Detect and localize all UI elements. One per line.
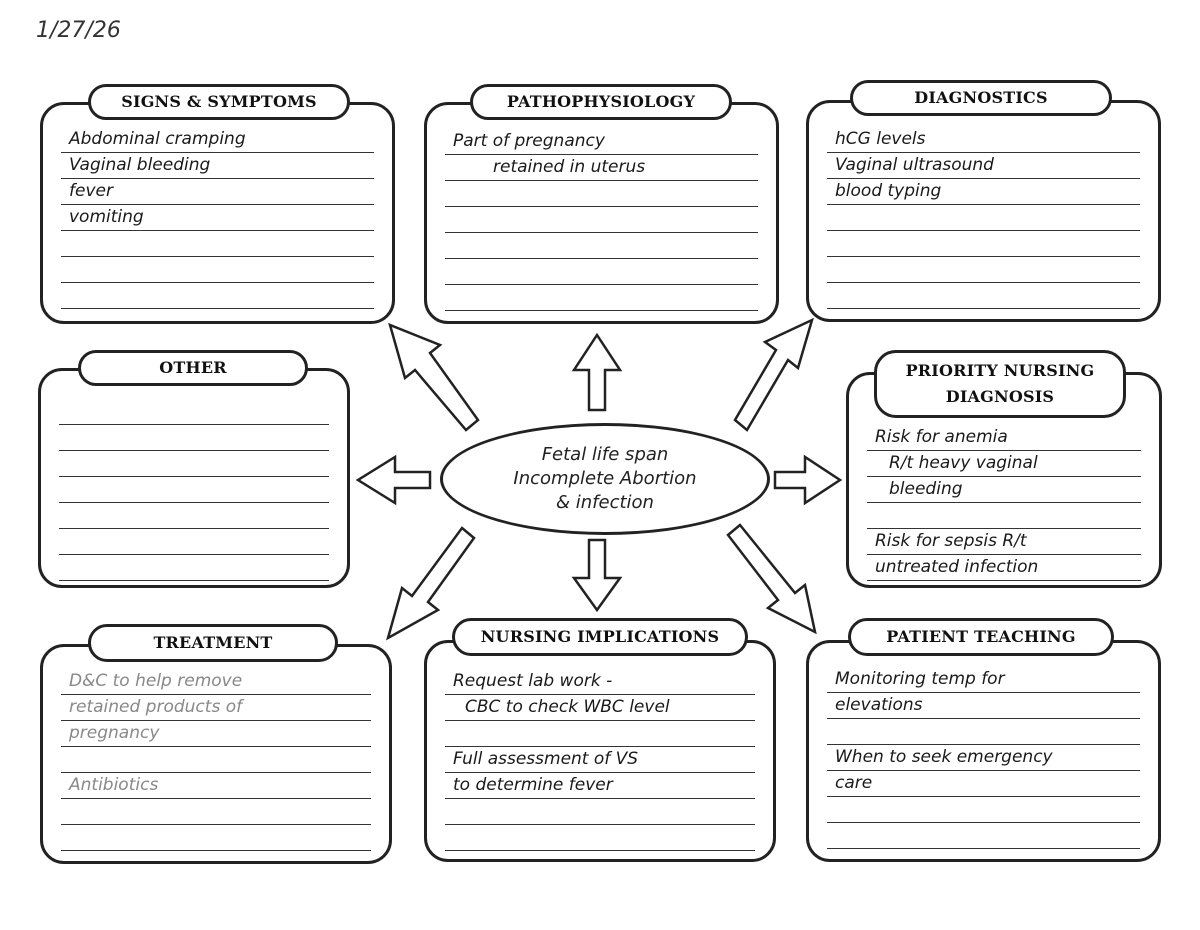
pnd-title-line-1: PRIORITY NURSING xyxy=(905,361,1095,380)
other-blank-line xyxy=(59,529,329,555)
patient-teaching-title: PATIENT TEACHING xyxy=(848,618,1114,656)
signs-entry-3: fever xyxy=(61,179,374,205)
pnd-title-line-2: DIAGNOSIS xyxy=(945,387,1055,406)
signs-blank-line xyxy=(61,257,374,283)
ni-entry-3 xyxy=(445,721,755,747)
patho-entry-1: Part of pregnancy xyxy=(445,129,758,155)
diag-blank-line xyxy=(827,205,1140,231)
pt-entry-1: Monitoring temp for xyxy=(827,667,1140,693)
pt-entry-5: care xyxy=(827,771,1140,797)
other-box xyxy=(38,368,350,588)
diag-entry-2: Vaginal ultrasound xyxy=(827,153,1140,179)
signs-entry-4: vomiting xyxy=(61,205,374,231)
diagnostics-title: DIAGNOSTICS xyxy=(850,80,1112,116)
pt-blank-line xyxy=(827,797,1140,823)
treatment-blank-line xyxy=(61,799,371,825)
pnd-entry-1: Risk for anemia xyxy=(867,425,1141,451)
treatment-entry-4 xyxy=(61,747,371,773)
ni-blank-line xyxy=(445,825,755,851)
other-blank-line xyxy=(59,555,329,581)
center-topic xyxy=(440,423,770,535)
arrow-down xyxy=(574,540,620,610)
pnd-entry-2: R/t heavy vaginal xyxy=(867,451,1141,477)
ni-blank-line xyxy=(445,799,755,825)
arrow-down-right xyxy=(728,525,815,632)
treatment-title: TREATMENT xyxy=(88,624,338,662)
date-label: 1/27/26 xyxy=(36,18,121,43)
nursing-implications-box xyxy=(424,640,776,862)
diag-blank-line xyxy=(827,231,1140,257)
pnd-entry-4 xyxy=(867,503,1141,529)
pathophysiology-box xyxy=(424,102,779,324)
patho-blank-line xyxy=(445,207,758,233)
center-line-3: & infection xyxy=(556,492,654,513)
signs-entry-2: Vaginal bleeding xyxy=(61,153,374,179)
ni-entry-5: to determine fever xyxy=(445,773,755,799)
treatment-box xyxy=(40,644,392,864)
priority-nursing-diagnosis-title xyxy=(874,350,1126,418)
arrow-up xyxy=(574,335,620,410)
pt-blank-line xyxy=(827,823,1140,849)
ni-entry-4: Full assessment of VS xyxy=(445,747,755,773)
center-line-2: Incomplete Abortion xyxy=(513,468,697,489)
signs-blank-line xyxy=(61,231,374,257)
center-line-1: Fetal life span xyxy=(541,444,669,465)
signs-entry-1: Abdominal cramping xyxy=(61,127,374,153)
other-title: OTHER xyxy=(78,350,308,386)
signs-blank-line xyxy=(61,283,374,309)
nursing-implications-title: NURSING IMPLICATIONS xyxy=(452,618,748,656)
treatment-entry-2: retained products of xyxy=(61,695,371,721)
pathophysiology-title: PATHOPHYSIOLOGY xyxy=(470,84,732,120)
arrow-right xyxy=(775,457,840,503)
pt-entry-2: elevations xyxy=(827,693,1140,719)
other-blank-line xyxy=(59,503,329,529)
pnd-entry-5: Risk for sepsis R/t xyxy=(867,529,1141,555)
diagnostics-box xyxy=(806,100,1161,322)
patho-blank-line xyxy=(445,259,758,285)
pt-entry-4: When to seek emergency xyxy=(827,745,1140,771)
treatment-entry-1: D&C to help remove xyxy=(61,669,371,695)
other-blank-line xyxy=(59,477,329,503)
treatment-entry-5: Antibiotics xyxy=(61,773,371,799)
signs-symptoms-box xyxy=(40,102,395,324)
diag-blank-line xyxy=(827,257,1140,283)
patient-teaching-box xyxy=(806,640,1161,862)
ni-entry-2: CBC to check WBC level xyxy=(445,695,755,721)
diag-entry-1: hCG levels xyxy=(827,127,1140,153)
patho-blank-line xyxy=(445,233,758,259)
other-blank-line xyxy=(59,399,329,425)
arrow-left xyxy=(358,457,430,503)
patho-blank-line xyxy=(445,181,758,207)
treatment-entry-3: pregnancy xyxy=(61,721,371,747)
signs-symptoms-title: SIGNS & SYMPTOMS xyxy=(88,84,350,120)
treatment-blank-line xyxy=(61,825,371,851)
arrow-up-left xyxy=(390,325,478,430)
diag-blank-line xyxy=(827,283,1140,309)
other-blank-line xyxy=(59,425,329,451)
arrow-up-right xyxy=(735,320,812,430)
patho-entry-2: retained in uterus xyxy=(445,155,758,181)
pnd-entry-3: bleeding xyxy=(867,477,1141,503)
other-blank-line xyxy=(59,451,329,477)
pnd-entry-6: untreated infection xyxy=(867,555,1141,581)
diag-entry-3: blood typing xyxy=(827,179,1140,205)
ni-entry-1: Request lab work - xyxy=(445,669,755,695)
pt-entry-3 xyxy=(827,719,1140,745)
patho-blank-line xyxy=(445,285,758,311)
